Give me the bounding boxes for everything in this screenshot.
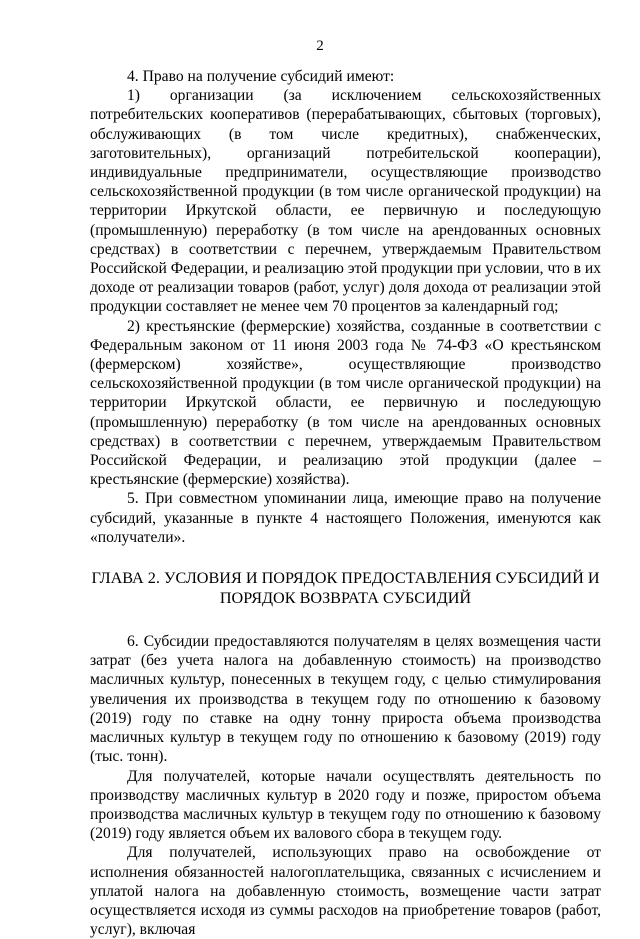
page-number: 2 (316, 38, 324, 54)
paragraph-item-5: 5. При совместном упоминании лица, имеющие право на получение субсидий, указанные в пункте 4 настоящего Положения, именуются как «получатели». (90, 490, 601, 546)
paragraph-item-6: 6. Субсидии предоставляются получателям в целях возмещения части затрат (без учета налога на добавленную стоимость) на производство масличных культур, понесенных в текущем году, с целью стимулирования увеличения их производства в текущем году по отношению к базовому (2019) году по ставке на одну тонну прироста объема производства масличных культур в текущем году по отношению к базовому (2019) году (тыс. тонн). (90, 633, 601, 766)
chapter-heading-line-2: ПОРЯДОК ВОЗВРАТА СУБСИДИЙ (219, 588, 472, 607)
chapter-heading-line-1: ГЛАВА 2. УСЛОВИЯ И ПОРЯДОК ПРЕДОСТАВЛЕНИЯ СУБСИДИЙ И (91, 569, 600, 588)
paragraph-item-4-intro: 4. Право на получение субсидий имеют: (127, 68, 395, 85)
paragraph-vat-exempt: Для получателей, использующих право на освобождение от исполнения обязанностей налогоплательщика, связанных с исчислением и уплатой налога на добавленную стоимость, возмещение части затрат осуществляется исходя из суммы расходов на приобретение товаров (работ, услуг), включая (90, 844, 601, 939)
paragraph-item-4-2: 2) крестьянские (фермерские) хозяйства, созданные в соответствии с Федеральным законом от 11 июня 2003 года № 74-ФЗ «О крестьянском (фермерском) хозяйстве», осуществляющие производство сельскохозяйственной продукции (в том числе органической продукции) на территории Иркутской области, ее первичную и последующую (промышленную) переработку (в том числе на арендованных основных средствах) в соответствии с перечнем, утверждаемым Правительством Российской Федерации, и реализацию этой продукции (далее – крестьянские (фермерские) хозяйства). (90, 317, 601, 489)
chapter-heading (90, 569, 601, 608)
paragraph-item-4-1: 1) организации (за исключением сельскохозяйственных потребительских кооперативов (перерабатывающих, сбытовых (торговых), обслуживающих (в том числе кредитных), снабженческих, заготовительных), организаций потребительской кооперации), индивидуальные предприниматели, осуществляющие производство сельскохозяйственной продукции (в том числе органической продукции) на территории Иркутской области, ее первичную и последующую (промышленную) переработку (в том числе на арендованных основных средствах) в соответствии с перечнем, утверждаемым Правительством Российской Федерации, и реализацию этой продукции при условии, что в их доходе от реализации товаров (работ, услуг) доля дохода от реализации этой продукции составляет не менее чем 70 процентов за календарный год; (90, 87, 601, 316)
document-body (90, 67, 601, 939)
paragraph-new-producers: Для получателей, которые начали осуществлять деятельность по производству масличных культур в 2020 году и позже, приростом объема производства масличных культур в текущем году по отношению к базовому (2019) году является объем их валового сбора в текущем году. (90, 767, 601, 843)
